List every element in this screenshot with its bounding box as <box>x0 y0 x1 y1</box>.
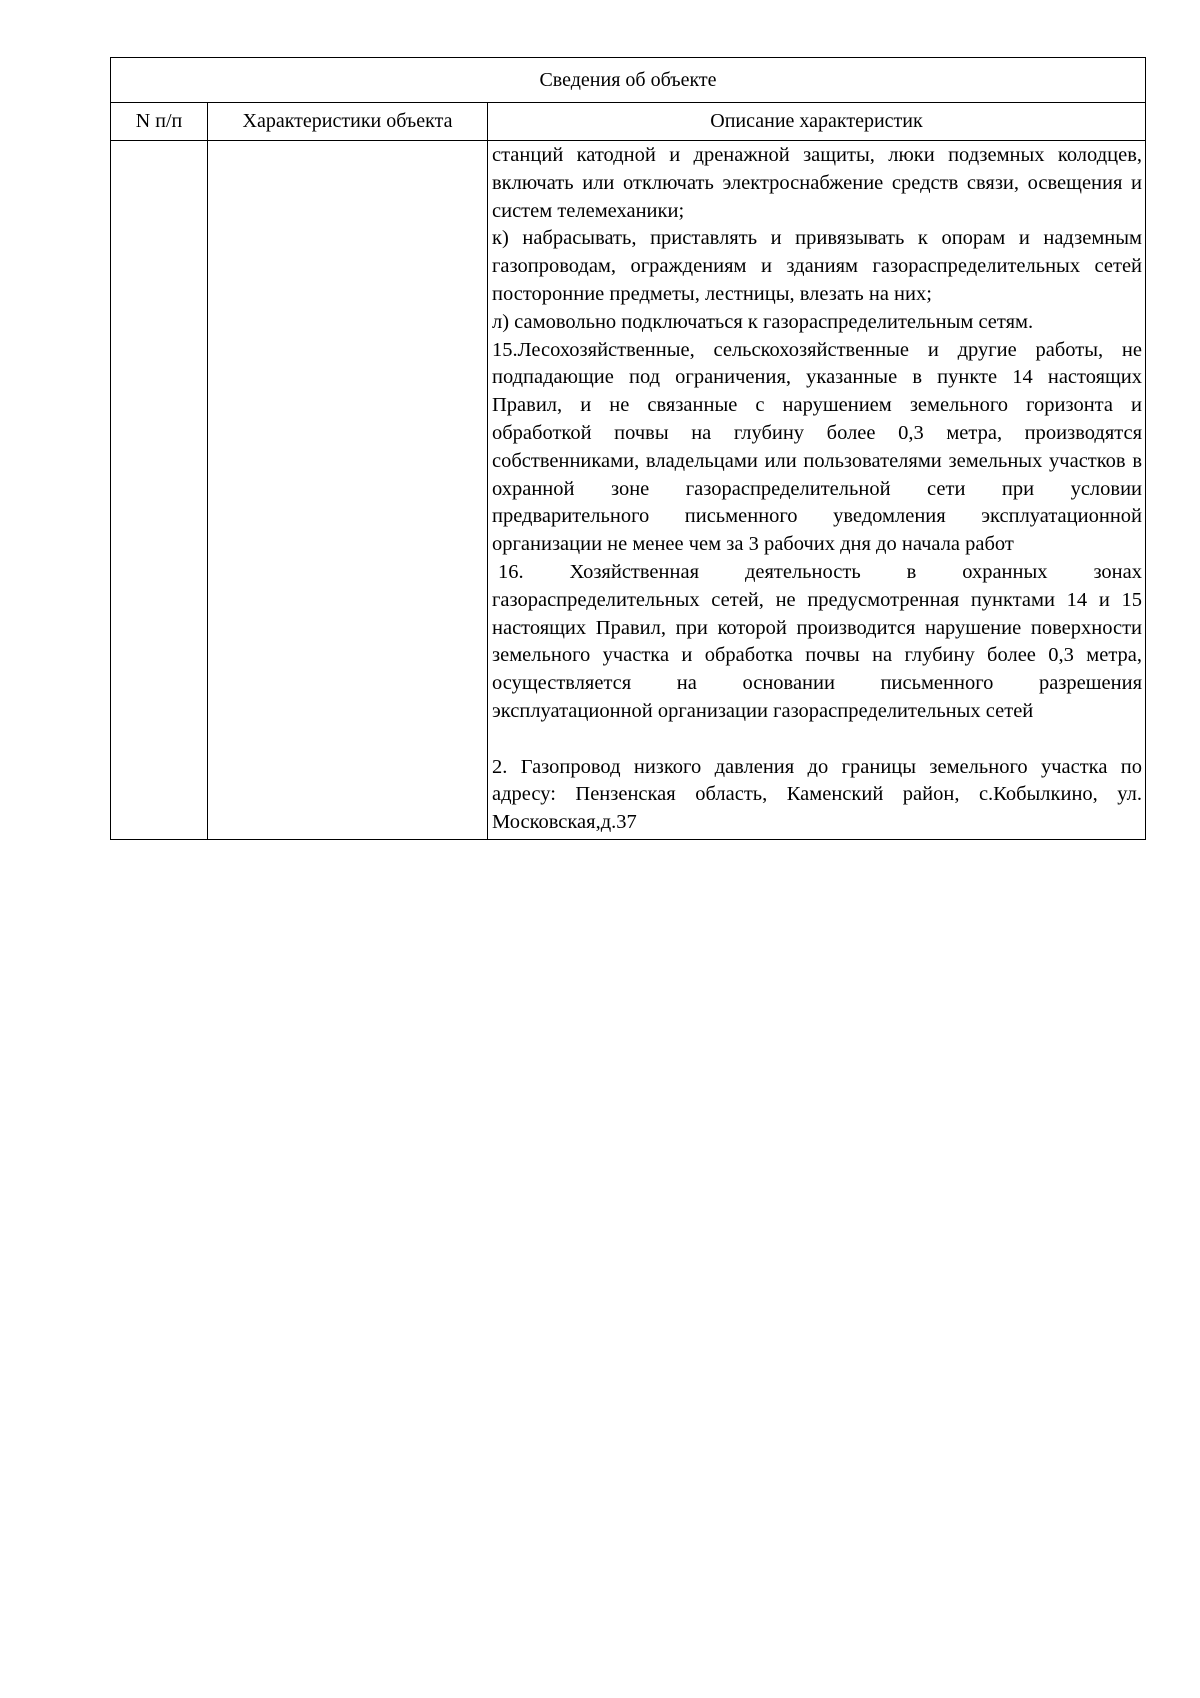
table-header-row <box>111 103 1146 141</box>
description-paragraph: 16. Хозяйственная деятельность в охранных зонах газораспределительных сетей, не предусмотренная пунктами 14 и 15 настоящих Правил, при которой производится нарушение поверхности земельного участка и обработка почвы на глубину более 0,3 метра, осуществляется на основании письменного разрешения эксплуатационной организации газораспределительных сетей <box>492 560 1143 722</box>
table-caption-row <box>111 58 1146 103</box>
header-description: Описание характеристик <box>488 103 1146 141</box>
description-paragraph: л) самовольно подключаться к газораспределительным сетям. <box>492 310 1034 333</box>
row-number-cell <box>111 141 208 840</box>
description-paragraph: 2. Газопровод низкого давления до границы земельного участка по адресу: Пензенская область, Каменский район, с.Кобылкино, ул. Московская,д.37 <box>492 755 1143 834</box>
description-paragraph: 15.Лесохозяйственные, сельскохозяйственные и другие работы, не подпадающие под ограничения, указанные в пункте 14 настоящих Правил, и не связанные с нарушением земельного горизонта и обработкой почвы на глубину более 0,3 метра, производятся собственниками, владельцами или пользователями земельных участков в охранной зоне газораспределительной сети при условии предварительного письменного уведомления эксплуатационной организации не менее чем за 3 рабочих дня до начала работ <box>492 338 1143 556</box>
table-row <box>111 141 1146 840</box>
header-characteristics: Характеристики объекта <box>208 103 488 141</box>
header-number: N п/п <box>111 103 208 141</box>
object-info-table <box>110 57 1146 840</box>
description-paragraph: станций катодной и дренажной защиты, люки подземных колодцев, включать или отключать электроснабжение средств связи, освещения и систем телемеханики; <box>492 144 1143 222</box>
row-characteristics-cell <box>208 141 488 840</box>
description-paragraph: к) набрасывать, приставлять и привязывать к опорам и надземным газопроводам, ограждениям и зданиям газораспределительных сетей посторонние предметы, лестницы, влезать на них; <box>492 227 1143 305</box>
table-caption: Сведения об объекте <box>111 58 1146 103</box>
row-description-cell <box>488 141 1146 840</box>
